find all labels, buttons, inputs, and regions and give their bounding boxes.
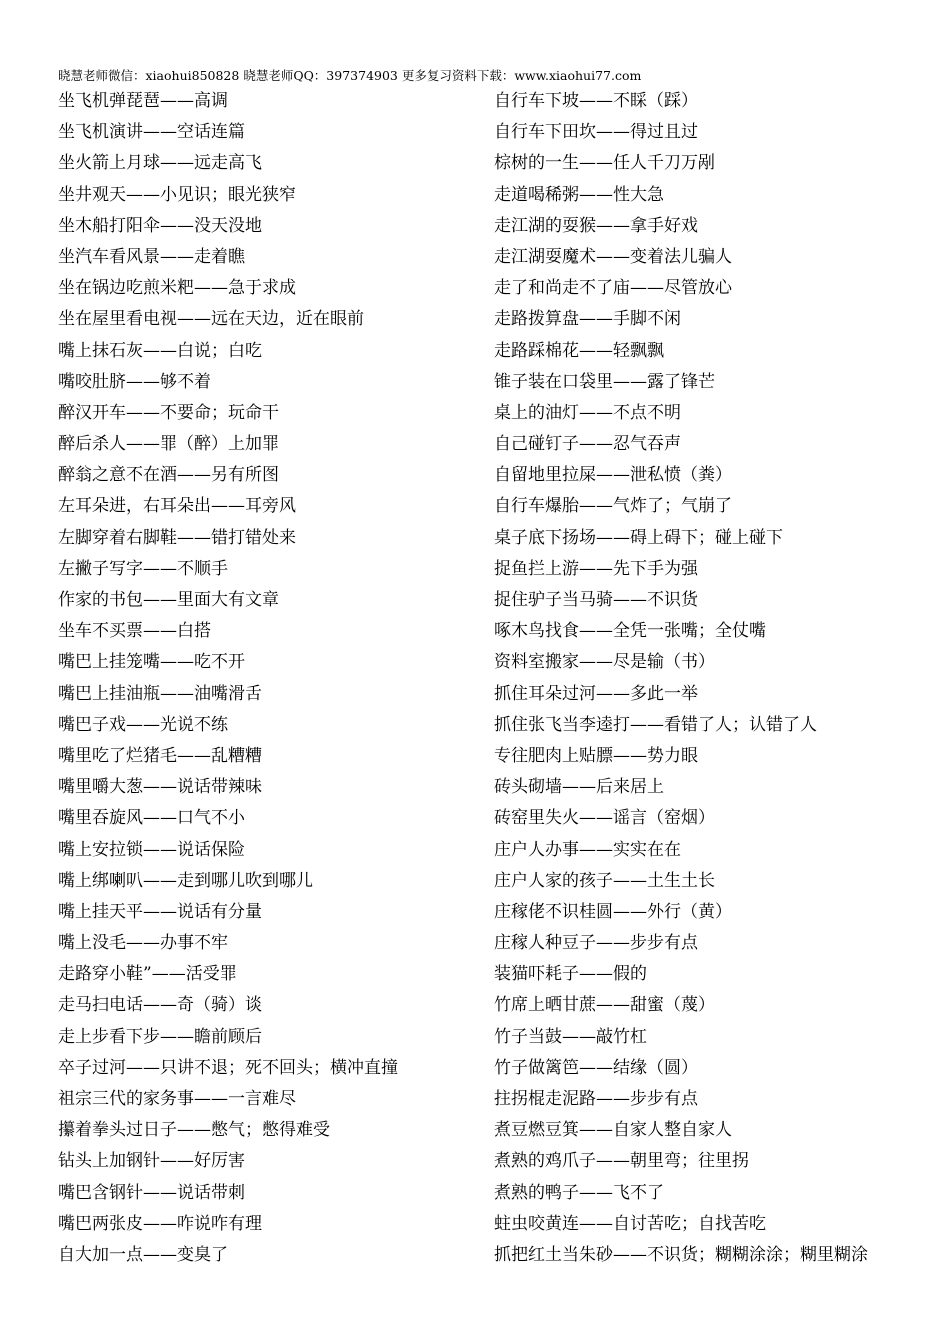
list-item: 抓住耳朵过河——多此一举 [494, 683, 698, 704]
list-item: 抓把红土当朱砂——不识货；糊糊涂涂；糊里糊涂 [494, 1244, 868, 1265]
list-item: 醉汉开车——不要命；玩命干 [58, 402, 279, 423]
list-item: 锥子装在口袋里——露了锋芒 [494, 371, 715, 392]
list-item: 自己碰钉子——忍气吞声 [494, 434, 681, 455]
list-item: 嘴巴上挂笼嘴——吃不开 [58, 652, 245, 673]
list-item: 嘴上绑喇叭——走到哪儿吹到哪儿 [58, 870, 313, 891]
list-item: 攥着拳头过日子——憋气；憋得难受 [58, 1120, 330, 1141]
list-item: 拄拐棍走泥路——步步有点 [494, 1089, 698, 1109]
list-item: 煮熟的鸡爪子——朝里弯；往里拐 [494, 1151, 749, 1172]
list-item: 自行车爆胎——气炸了；气崩了 [494, 496, 732, 517]
list-item: 自行车下坡——不睬（踩） [494, 91, 698, 111]
list-item: 嘴里吞旋风——口气不小 [58, 808, 245, 829]
list-item: 走路穿小鞋”——活受罪 [58, 964, 237, 985]
list-item: 蛀虫咬黄连——自讨苦吃；自找苦吃 [494, 1213, 766, 1234]
list-item: 坐在锅边吃煎米粑——急于求成 [58, 278, 296, 299]
list-item: 卒子过河——只讲不退；死不回头；横冲直撞 [58, 1057, 398, 1078]
list-item: 坐飞机弹琵琶——高调 [58, 91, 228, 111]
list-item: 嘴巴上挂油瓶——油嘴滑舌 [58, 683, 262, 704]
list-item: 自留地里拉屎——泄私愤（粪） [494, 465, 732, 486]
list-item: 嘴上没毛——办事不牢 [58, 933, 228, 954]
list-item: 庄稼人种豆子——步步有点 [494, 933, 698, 954]
list-item: 桌子底下扬场——碍上碍下；碰上碰下 [494, 527, 783, 548]
list-item: 嘴巴子戏——光说不练 [58, 714, 228, 735]
list-item: 祖宗三代的家务事——一言难尽 [58, 1089, 296, 1109]
list-item: 醉后杀人——罪（醉）上加罪 [58, 434, 279, 455]
list-item: 钻头上加钢针——好厉害 [58, 1151, 245, 1172]
list-item: 走江湖耍魔术——变着法儿骗人 [494, 246, 732, 267]
list-item: 砖头砌墙——后来居上 [494, 777, 664, 798]
list-item: 自大加一点——变臭了 [58, 1244, 228, 1265]
list-item: 坐井观天——小见识；眼光狭窄 [58, 184, 296, 205]
list-item: 走上步看下步——瞻前顾后 [58, 1026, 262, 1047]
list-item: 啄木鸟找食——全凭一张嘴；全仗嘴 [494, 621, 766, 642]
list-item: 走道喝稀粥——性大急 [494, 184, 664, 205]
list-item: 嘴里吃了烂猪毛——乱糟糟 [58, 745, 262, 766]
list-item: 嘴巴含钢针——说话带刺 [58, 1182, 245, 1203]
list-item: 专往肥肉上贴膘——势力眼 [494, 745, 698, 766]
list-item: 棕树的一生——任人千刀万剐 [494, 153, 715, 174]
list-item: 嘴上安拉锁——说话保险 [58, 839, 245, 860]
list-item: 煮熟的鸭子——飞不了 [494, 1182, 664, 1203]
list-item: 捉鱼拦上游——先下手为强 [494, 558, 698, 579]
page-header: 晓慧老师微信：xiaohui850828 晓慧老师QQ：397374903 更多复习资料下载：www.xiaohui77.com [58, 68, 642, 83]
list-item: 捉住驴子当马骑——不识货 [494, 590, 698, 610]
list-item: 竹子当鼓——敲竹杠 [494, 1026, 647, 1047]
list-item: 资料室搬家——尽是输（书） [494, 652, 715, 673]
list-item: 抓住张飞当李逵打——看错了人；认错了人 [494, 714, 817, 735]
list-item: 竹子做篱笆——结缘（圆） [494, 1057, 698, 1078]
list-item: 嘴巴两张皮——咋说咋有理 [58, 1213, 262, 1234]
list-item: 坐在屋里看电视——远在天边，近在眼前 [58, 309, 364, 330]
list-item: 坐火箭上月球——远走高飞 [58, 153, 262, 174]
list-item: 砖窑里失火——谣言（窑烟） [494, 808, 715, 829]
list-item: 坐木船打阳伞——没天没地 [58, 215, 262, 236]
list-item: 左脚穿着右脚鞋——错打错处来 [58, 527, 296, 548]
list-item: 竹席上晒甘蔗——甜蜜（蔑） [494, 995, 715, 1016]
list-item: 自行车下田坎——得过且过 [494, 122, 698, 143]
list-item: 走路拨算盘——手脚不闲 [494, 309, 681, 330]
list-item: 坐车不买票——白搭 [58, 621, 211, 642]
list-item: 醉翁之意不在酒——另有所图 [58, 465, 279, 486]
list-item: 坐汽车看风景——走着瞧 [58, 246, 245, 267]
list-item: 走江湖的耍猴——拿手好戏 [494, 215, 698, 236]
list-item: 左耳朵进，右耳朵出——耳旁风 [58, 496, 296, 517]
list-item: 嘴里嚼大葱——说话带辣味 [58, 777, 262, 798]
list-item: 桌上的油灯——不点不明 [494, 402, 681, 423]
list-item: 坐飞机演讲——空话连篇 [58, 122, 245, 143]
list-item: 装猫吓耗子——假的 [494, 964, 647, 985]
list-item: 庄户人办事——实实在在 [494, 839, 681, 860]
list-item: 嘴咬肚脐——够不着 [58, 371, 211, 392]
right-column [494, 86, 902, 1265]
list-item: 嘴上挂天平——说话有分量 [58, 901, 262, 922]
list-item: 作家的书包——里面大有文章 [58, 590, 279, 610]
list-item: 煮豆燃豆箕——自家人整自家人 [494, 1120, 732, 1141]
list-item: 走路踩棉花——轻飘飘 [494, 340, 664, 361]
list-item: 庄户人家的孩子——土生土长 [494, 870, 715, 891]
list-item: 嘴上抹石灰——白说；白吃 [58, 340, 262, 361]
list-item: 走了和尚走不了庙——尽管放心 [494, 278, 732, 299]
left-column [58, 86, 478, 1271]
list-item: 走马扫电话——奇（骑）谈 [58, 995, 262, 1016]
list-item: 左撇子写字——不顺手 [58, 558, 228, 579]
list-item: 庄稼佬不识桂圆——外行（黄） [494, 901, 732, 922]
